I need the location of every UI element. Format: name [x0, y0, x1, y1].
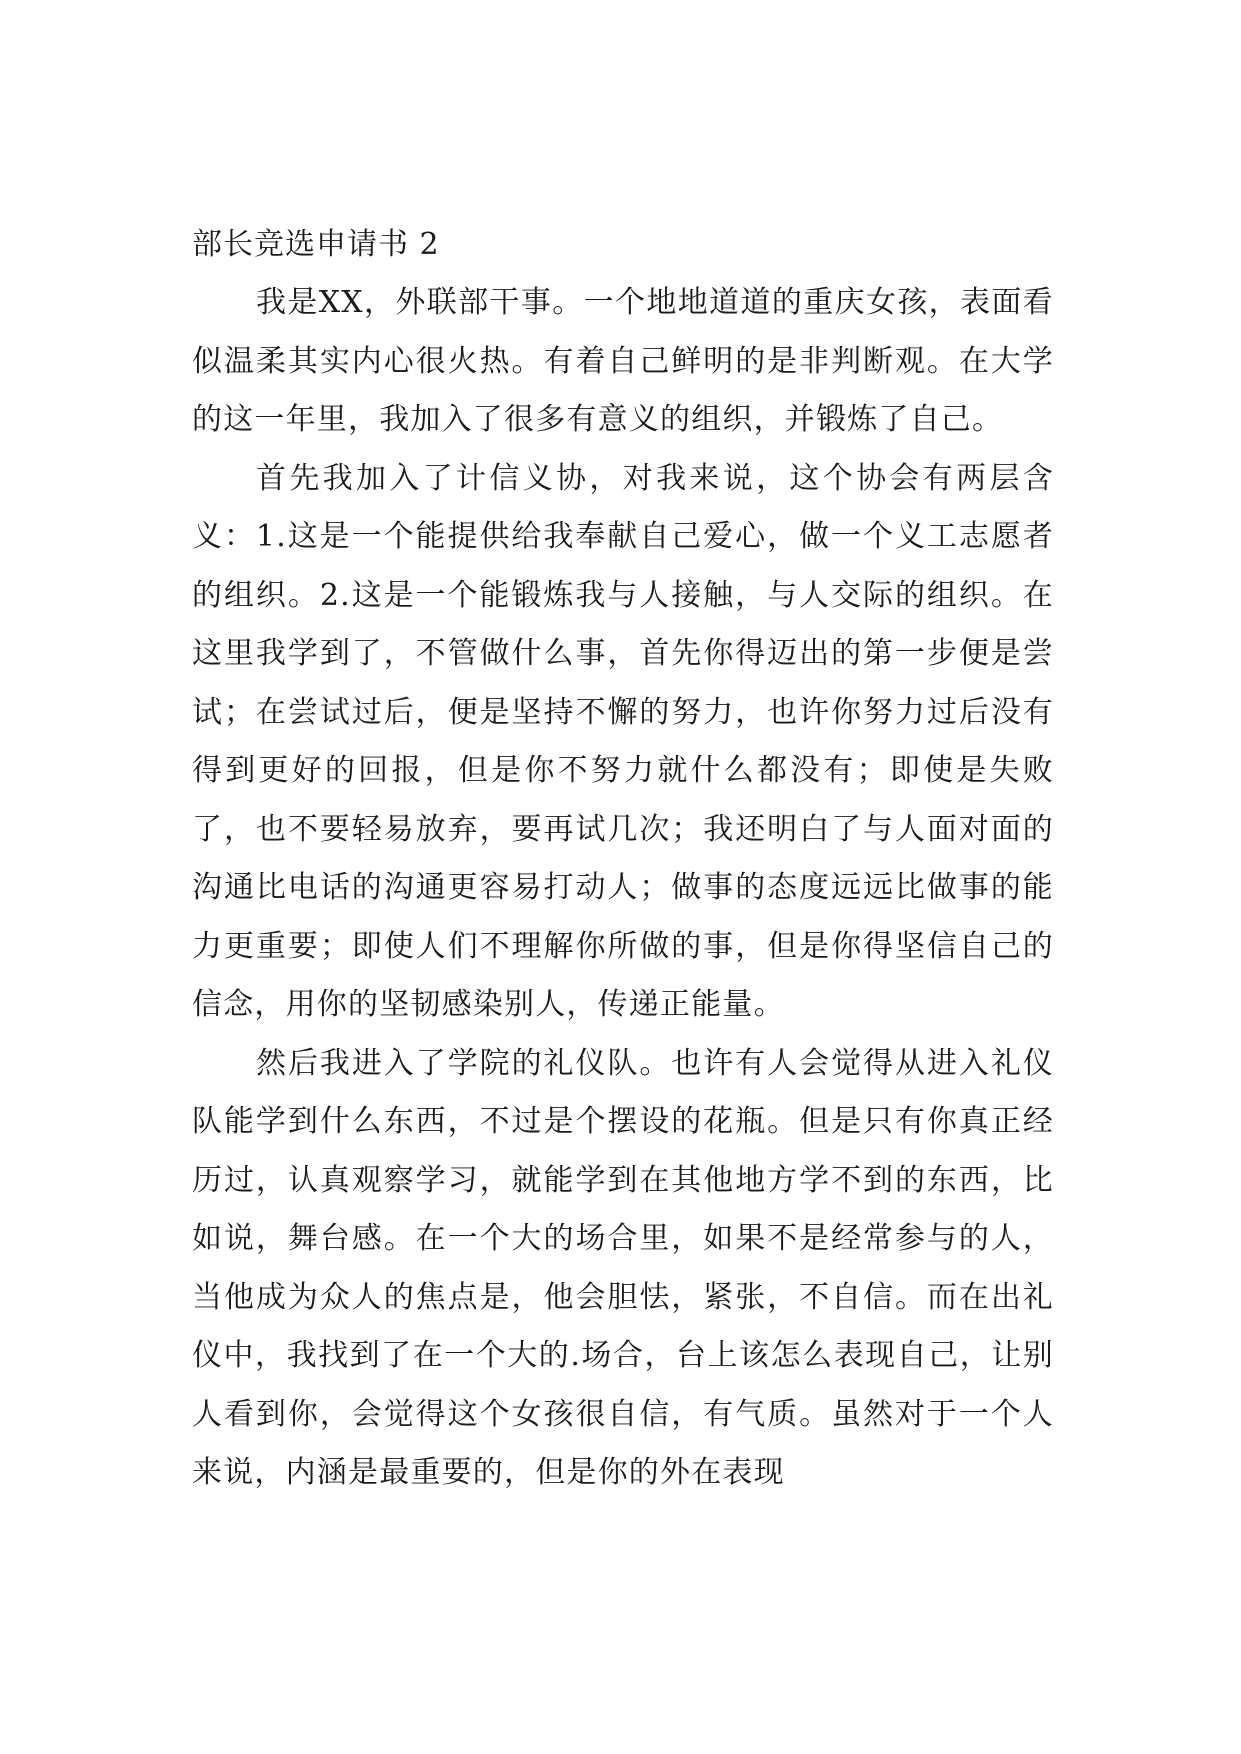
document-body [192, 216, 1054, 1503]
paragraph-etiquette-team: 然后我进入了学院的礼仪队。也许有人会觉得从进入礼仪队能学到什么东西，不过是个摆设的花瓶。但是只有你真正经历过，认真观察学习，就能学到在其他地方学不到的东西，比如说，舞台感。在一个大的场合里，如果不是经常参与的人，当他成为众人的焦点是，他会胆怯，紧张，不自信。而在出礼仪中，我找到了在一个大的.场合，台上该怎么表现自己，让别人看到你，会觉得这个女孩很自信，有气质。虽然对于一个人来说，内涵是最重要的，但是你的外在表现 [192, 1045, 1054, 1490]
document-title: 部长竞选申请书 2 [192, 227, 440, 262]
paragraph-intro: 我是XX，外联部干事。一个地地道道的重庆女孩，表面看似温柔其实内心很火热。有着自己鲜明的是非判断观。在大学的这一年里，我加入了很多有意义的组织，并锻炼了自己。 [192, 285, 1054, 437]
paragraph-volunteer-association: 首先我加入了计信义协，对我来说，这个协会有两层含义：1.这是一个能提供给我奉献自己爱心，做一个义工志愿者的组织。2.这是一个能锻炼我与人接触，与人交际的组织。在这里我学到了，不管做什么事，首先你得迈出的第一步便是尝试；在尝试过后，便是坚持不懈的努力，也许你努力过后没有得到更好的回报，但是你不努力就什么都没有；即使是失败了，也不要轻易放弃，要再试几次；我还明白了与人面对面的沟通比电话的沟通更容易打动人；做事的态度远远比做事的能力更重要；即使人们不理解你所做的事，但是你得坚信自己的信念，用你的坚韧感染别人，传递正能量。 [192, 460, 1054, 1022]
